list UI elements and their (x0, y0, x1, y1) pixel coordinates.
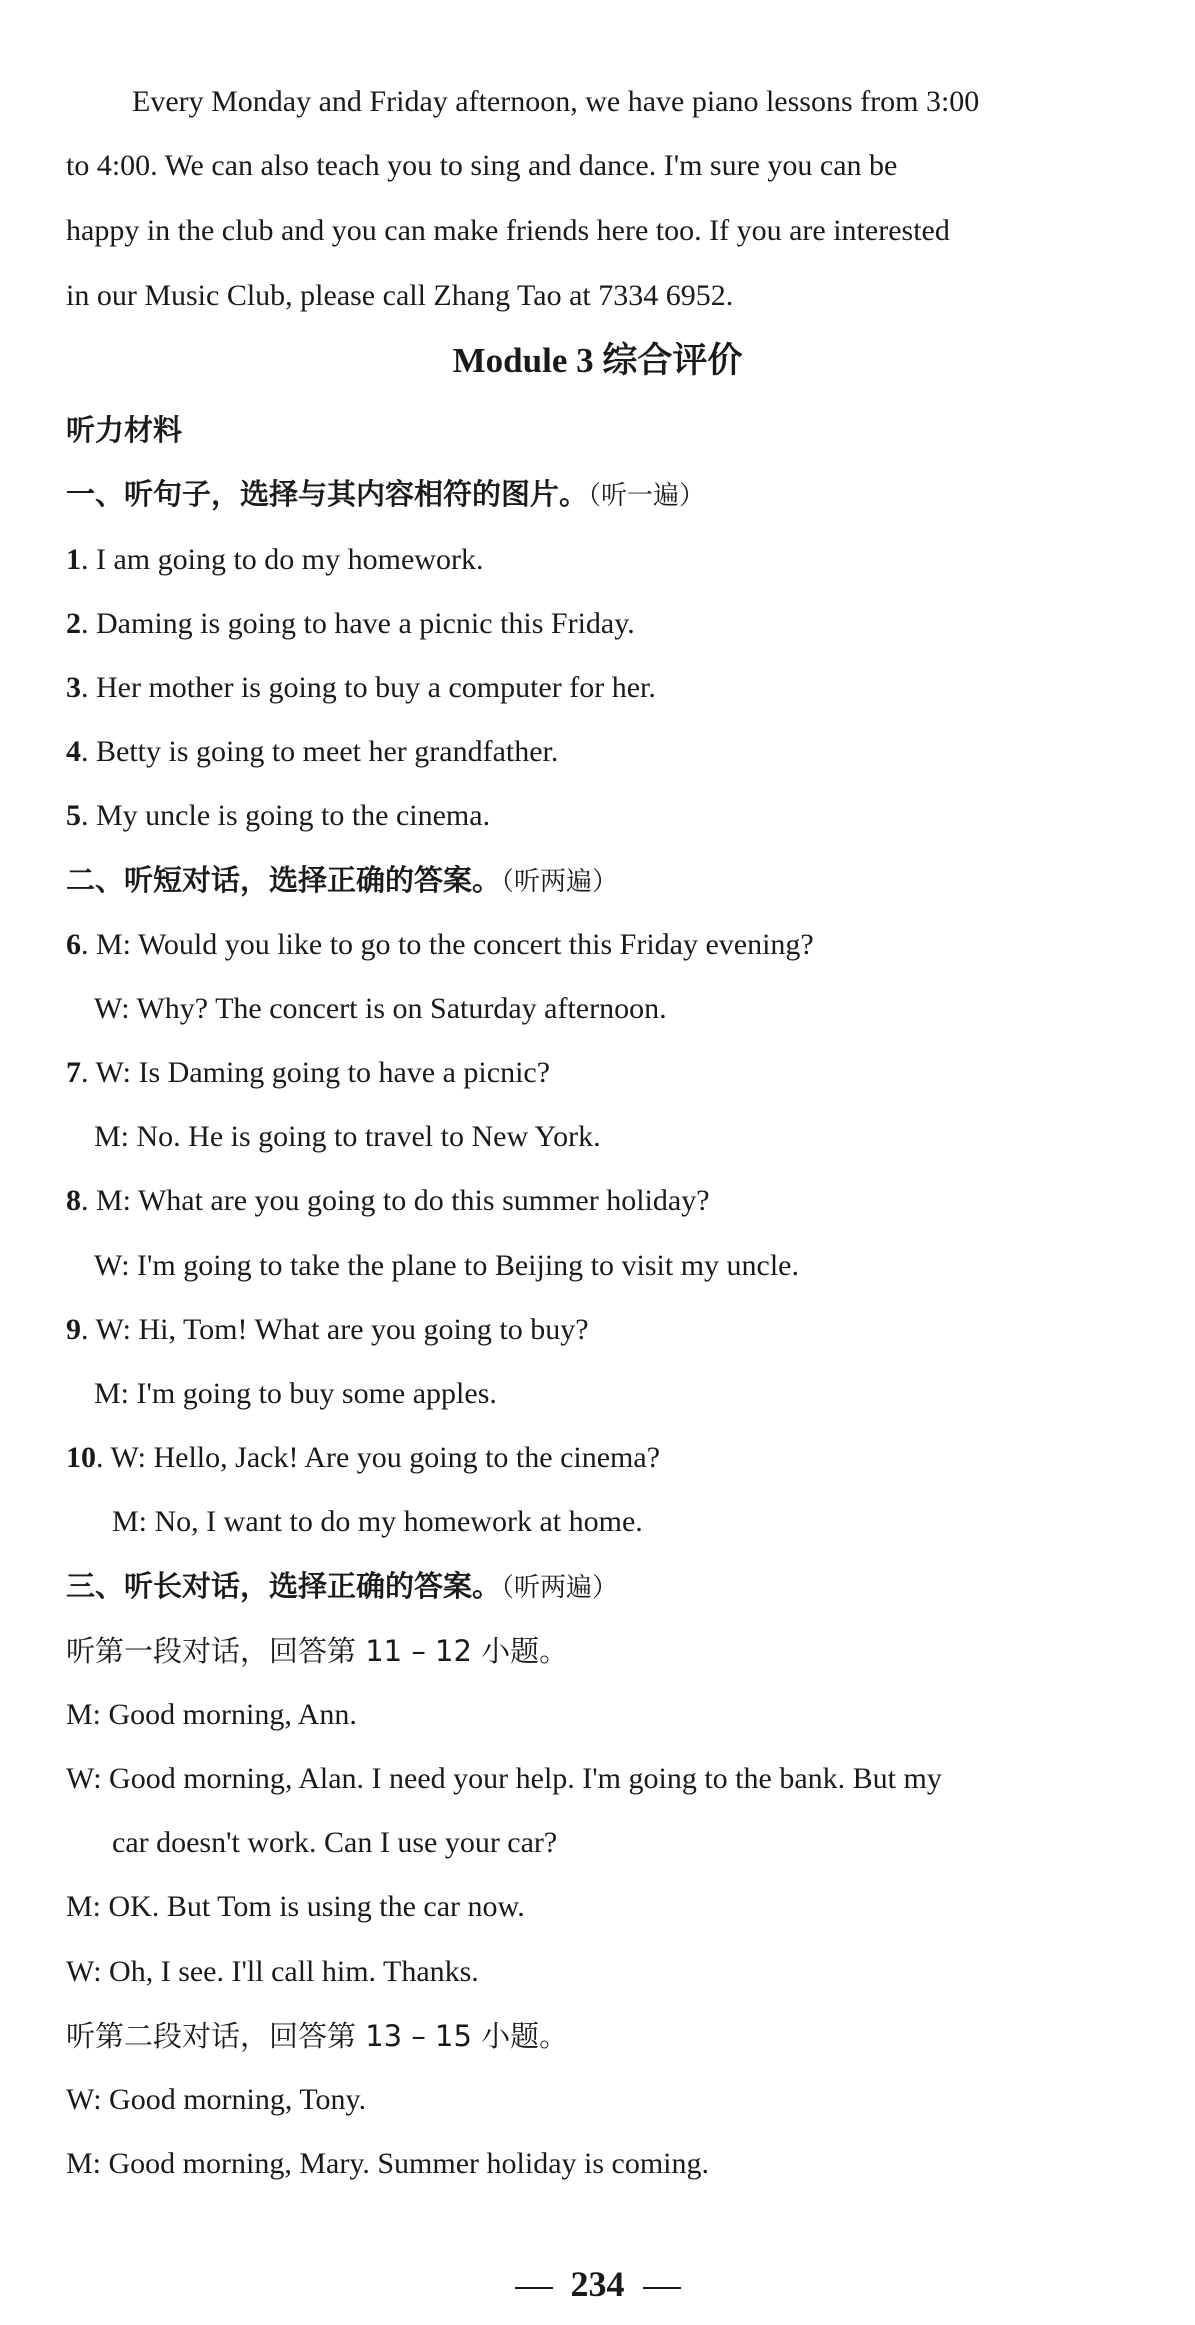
dialog1-line-5: W: Oh, I see. I'll call him. Thanks. (66, 1955, 479, 1988)
dialog2-line-2: M: Good morning, Mary. Summer holiday is coming. (66, 2147, 710, 2180)
question-number: 1 (66, 543, 81, 576)
dialog1-intro: 听第一段对话，回答第 11 – 12 小题。 (66, 1634, 569, 1668)
question-10-reply: M: No, I want to do my homework at home. (112, 1505, 643, 1538)
section2-note: （听两遍） (501, 867, 619, 897)
question-7-reply: M: No. He is going to travel to New York. (94, 1120, 601, 1153)
dialog1-line-4: M: OK. But Tom is using the car now. (66, 1890, 525, 1923)
question-number: 9 (66, 1313, 81, 1346)
intro-line-1: Every Monday and Friday afternoon, we have piano lessons from 3:00 (132, 85, 980, 118)
page-footer (0, 2262, 1195, 2306)
dialog-line: . W: Hi, Tom! What are you going to buy? (81, 1313, 589, 1346)
section3-note: （听两遍） (501, 1573, 619, 1603)
section1-heading-text: 一、听句子，选择与其内容相符的图片。 (66, 477, 589, 511)
question-8 (66, 1181, 710, 1221)
question-3 (66, 668, 656, 708)
intro-line-2: to 4:00. We can also teach you to sing and dance. I'm sure you can be (66, 149, 898, 182)
page-number: 234 (570, 2264, 625, 2304)
section2-heading-text: 二、听短对话，选择正确的答案。 (66, 863, 502, 897)
section2-heading (66, 860, 618, 902)
section3-heading-text: 三、听长对话，选择正确的答案。 (66, 1569, 502, 1603)
intro-line-3: happy in the club and you can make friends here too. If you are interested (66, 214, 950, 247)
section1-note: （听一遍） (588, 481, 706, 511)
question-1 (66, 540, 483, 580)
question-9 (66, 1310, 589, 1350)
dialog-line: . W: Is Daming going to have a picnic? (81, 1056, 551, 1089)
question-6-reply: W: Why? The concert is on Saturday afternoon. (94, 992, 667, 1025)
question-number: 2 (66, 607, 81, 640)
question-2 (66, 604, 635, 644)
question-text: . My uncle is going to the cinema. (81, 799, 491, 832)
dialog-line: . W: Hello, Jack! Are you going to the cinema? (96, 1441, 661, 1474)
intro-line-4: in our Music Club, please call Zhang Tao at 7334 6952. (66, 279, 734, 312)
footer-dash-right (643, 2287, 681, 2289)
dialog2-line-1: W: Good morning, Tony. (66, 2083, 367, 2116)
question-7 (66, 1053, 550, 1093)
dialog-line: . M: Would you like to go to the concert this Friday evening? (81, 928, 814, 961)
question-9-reply: M: I'm going to buy some apples. (94, 1377, 497, 1410)
dialog1-line-2: W: Good morning, Alan. I need your help. I'm going to the bank. But my (66, 1762, 942, 1795)
question-text: . Daming is going to have a picnic this Friday. (81, 607, 635, 640)
question-number: 8 (66, 1184, 81, 1217)
question-text: . Her mother is going to buy a computer for her. (81, 671, 656, 704)
footer-dash-left (515, 2287, 553, 2289)
module-title: Module 3 综合评价 (452, 341, 743, 380)
question-number: 7 (66, 1056, 81, 1089)
section3-heading (66, 1566, 618, 1608)
dialog-line: . M: What are you going to do this summer holiday? (81, 1184, 710, 1217)
question-5 (66, 796, 490, 836)
question-10 (66, 1438, 660, 1478)
question-number: 10 (66, 1441, 96, 1474)
question-text: . Betty is going to meet her grandfather. (81, 735, 559, 768)
question-text: . I am going to do my homework. (81, 543, 484, 576)
question-number: 4 (66, 735, 81, 768)
question-8-reply: W: I'm going to take the plane to Beijing to visit my uncle. (94, 1249, 799, 1282)
materials-heading: 听力材料 (66, 413, 183, 447)
section1-heading (66, 474, 705, 516)
dialog1-line-3: car doesn't work. Can I use your car? (112, 1826, 558, 1859)
question-number: 5 (66, 799, 81, 832)
question-6 (66, 925, 814, 965)
dialog2-intro: 听第二段对话，回答第 13 – 15 小题。 (66, 2019, 569, 2053)
question-number: 6 (66, 928, 81, 961)
question-number: 3 (66, 671, 81, 704)
question-4 (66, 732, 558, 772)
dialog1-line-1: M: Good morning, Ann. (66, 1698, 357, 1731)
